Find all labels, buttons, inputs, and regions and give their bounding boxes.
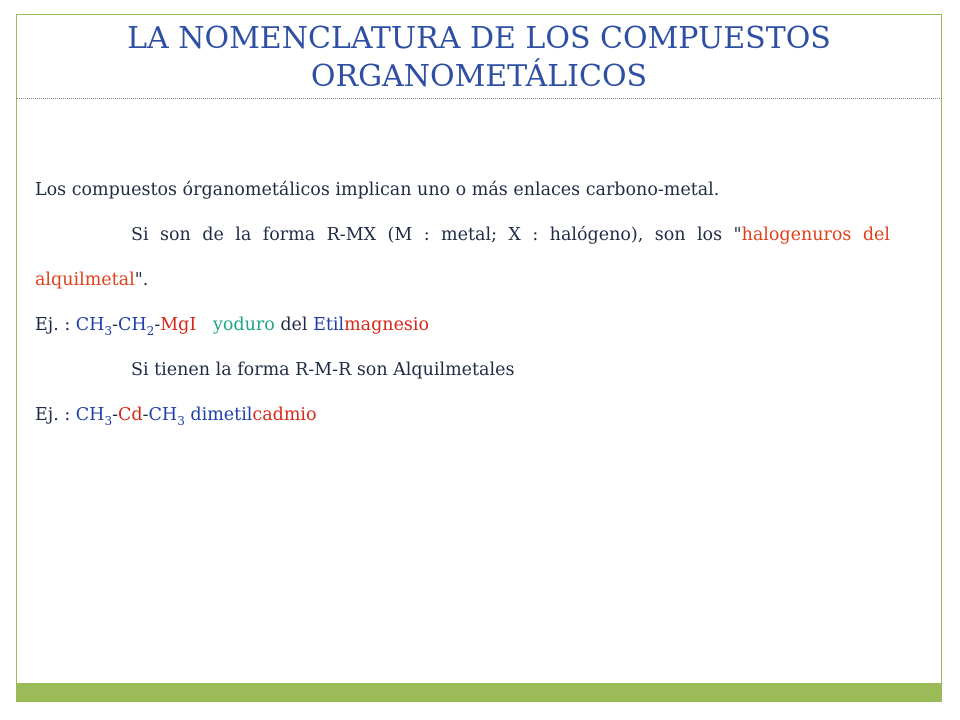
- magnesio-word: magnesio: [344, 315, 430, 335]
- ch3-group: $CH_3$: [148, 405, 185, 428]
- intro-paragraph: Los compuestos órganometálicos implican uno o más enlaces carbono-metal.: [35, 180, 720, 200]
- example-1: [35, 303, 890, 348]
- etil-word: Etil: [313, 315, 345, 335]
- rule-1-text: Si son de la forma R-MX (M : metal; X : halógeno), son los ": [131, 225, 742, 245]
- rule-2-paragraph: [35, 348, 890, 393]
- rule-1-paragraph: [35, 213, 890, 303]
- bond-dash: -: [142, 405, 149, 425]
- bond-dash: -: [154, 315, 161, 335]
- yoduro-word: yoduro: [212, 315, 275, 335]
- title-line-2: ORGANOMETÁLICOS: [310, 59, 648, 94]
- example-2-prefix: Ej. :: [35, 405, 76, 425]
- cd-group: Cd: [118, 405, 143, 425]
- bond-dash: -: [112, 315, 119, 335]
- title-line-1: LA NOMENCLATURA DE LOS COMPUESTOS: [127, 21, 831, 56]
- ch2-group: $CH_2$: [118, 315, 155, 338]
- dimetil-word: dimetil: [190, 405, 253, 425]
- ch3-group: $CH_3$: [75, 315, 113, 338]
- halogenuros-term: halogenuros del alquilmetal: [35, 225, 890, 290]
- title-divider: [16, 98, 942, 99]
- slide-title: [16, 16, 942, 98]
- rule-1-end: ".: [134, 270, 149, 290]
- mgi-group: MgI: [160, 315, 197, 335]
- cadmio-word: cadmio: [252, 405, 317, 425]
- footer-accent-bar: [16, 683, 942, 702]
- example-1-prefix: Ej. :: [35, 315, 76, 335]
- slide-body: [35, 168, 890, 438]
- del-word: del: [274, 315, 314, 335]
- ch3-group: $CH_3$: [75, 405, 113, 428]
- bond-dash: -: [112, 405, 119, 425]
- example-2: [35, 393, 890, 438]
- rule-2-text: Si tienen la forma R-M-R son Alquilmetales: [131, 360, 515, 380]
